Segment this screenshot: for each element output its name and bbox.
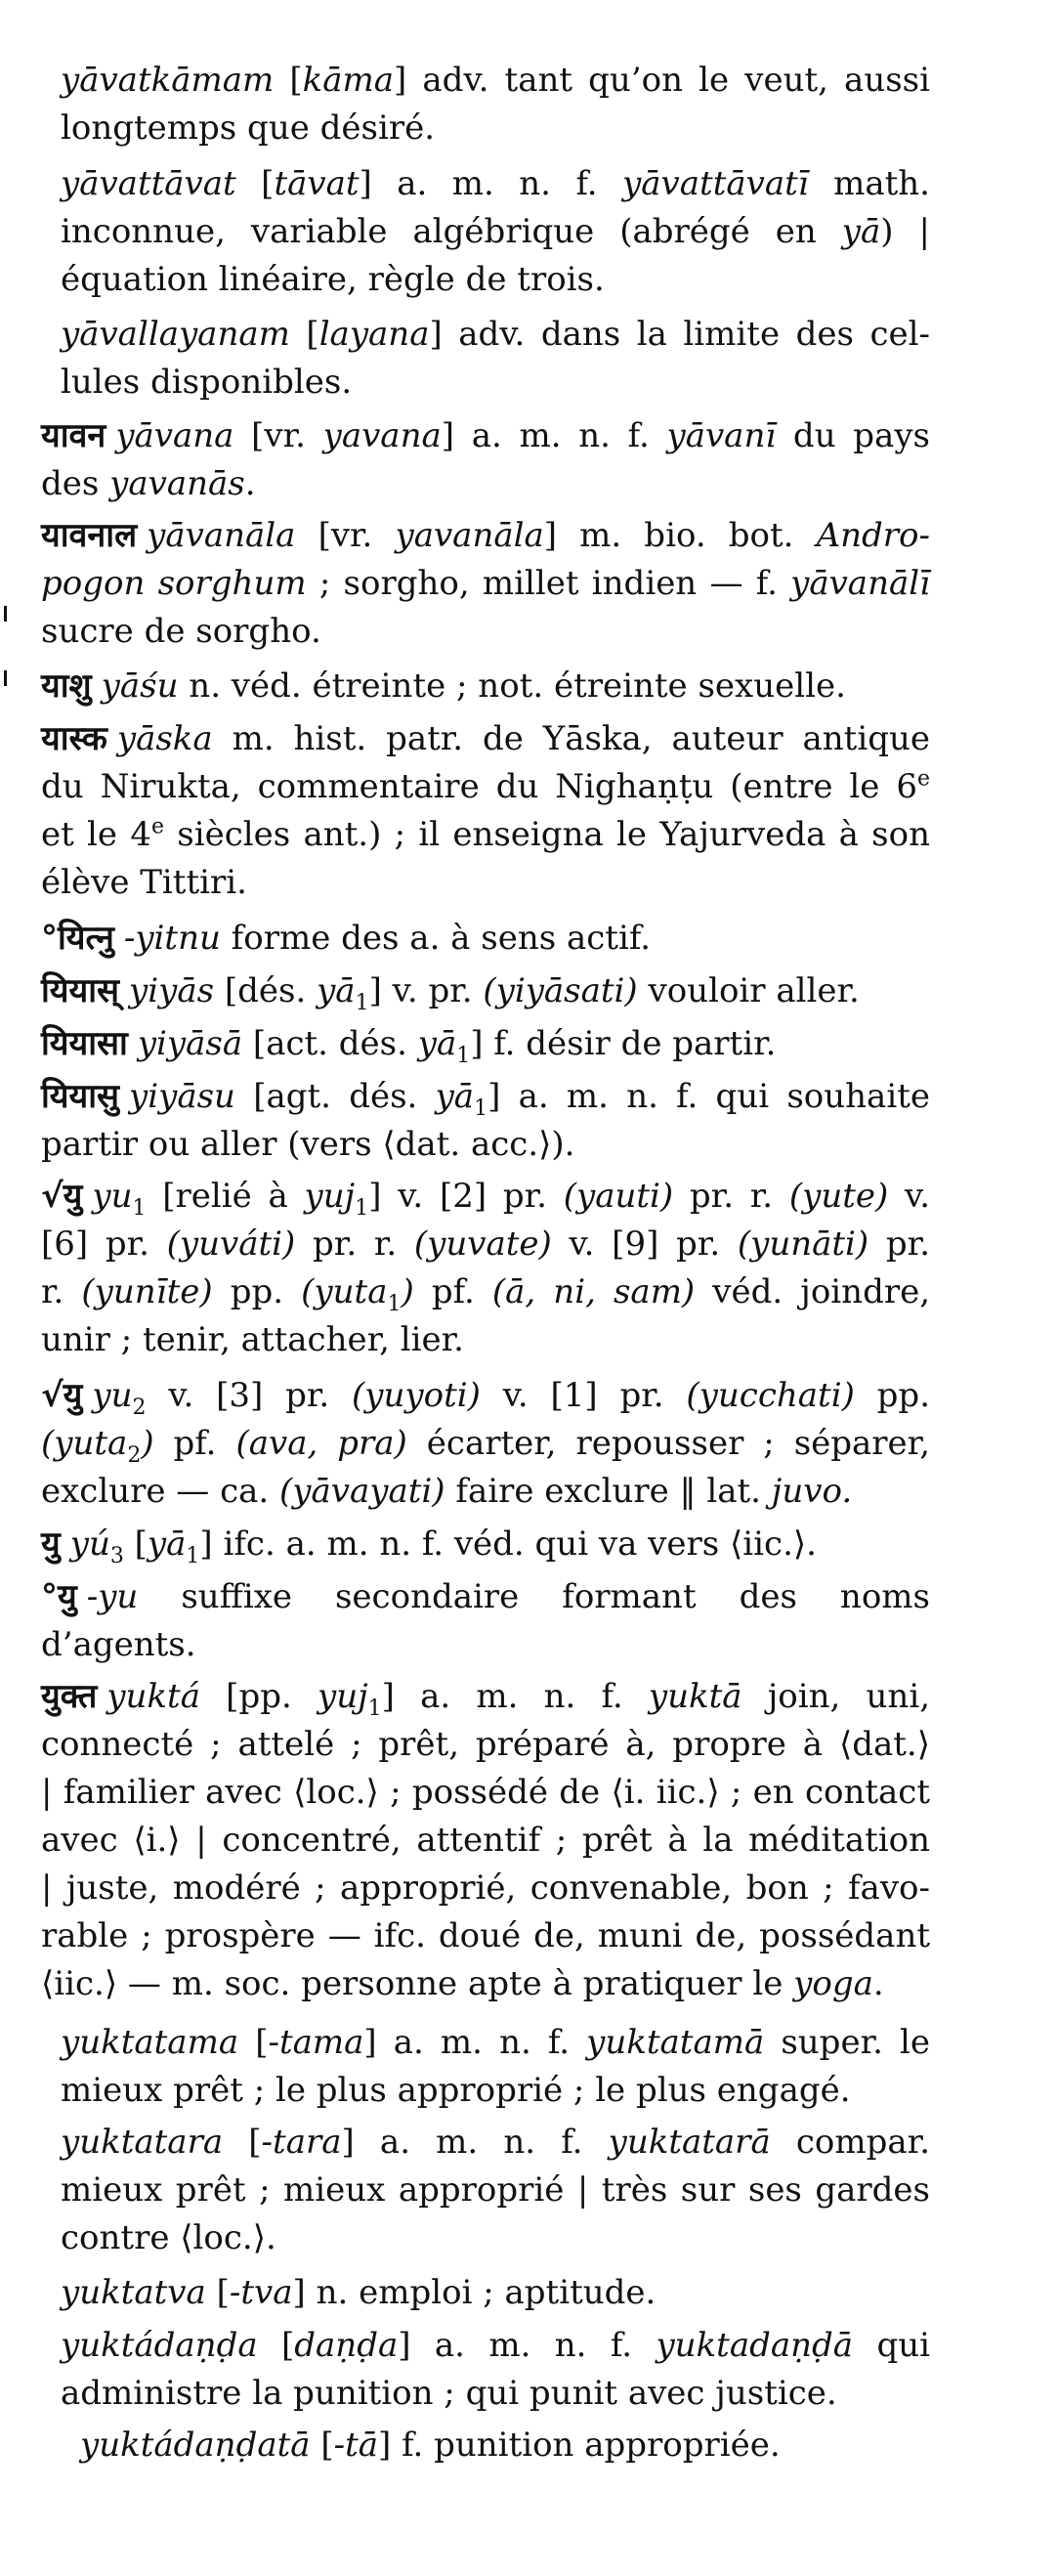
entry-line (41, 1316, 930, 1364)
text-run: ] m. bio. bot. (543, 516, 817, 555)
italic-text: yuktadaṇḍā (656, 2326, 854, 2365)
text-run: rable ; prospère — ifc. doué de, muni de, possédant (41, 1916, 930, 1955)
devanagari-headword: यावनाल (41, 516, 138, 555)
text-run: connecté ; attelé ; prêt, préparé à, propre à ⟨dat.⟩ (41, 1725, 930, 1764)
text-run: forme des a. à sens actif. (220, 919, 652, 958)
text-run: vouloir aller. (637, 971, 860, 1010)
text-run: inconnue, variable algébrique (abrégé en (61, 212, 842, 251)
text-run: avec ⟨i.⟩ | concentré, attentif ; prêt à la méditation (41, 1821, 930, 1860)
entry-line (41, 412, 930, 460)
entry-line (41, 208, 930, 256)
italic-text: (yunīte) (81, 1272, 213, 1311)
entry-yuktadanda (41, 2322, 930, 2418)
entry-line (41, 1020, 930, 1068)
superscript: e (916, 766, 930, 792)
text-run: . (244, 464, 256, 503)
text-run: pr. r. (295, 1224, 414, 1264)
subscript: 1 (474, 1095, 488, 1121)
italic-text: -tā (333, 2426, 379, 2465)
italic-text: -tva (229, 2273, 293, 2312)
text-run: pp. (854, 1376, 930, 1415)
italic-text: yā (317, 971, 356, 1010)
text-run: partir ou aller (vers ⟨dat. acc.⟩). (41, 1125, 575, 1164)
text-run: ] v. [2] pr. (368, 1177, 564, 1216)
devanagari-headword: याशु (41, 666, 92, 706)
subscript: 1 (456, 1043, 471, 1068)
entry-line (41, 608, 930, 656)
italic-text: yuktā (648, 1677, 742, 1716)
text-run: ] a. m. n. f. (363, 2023, 587, 2062)
italic-text: yuktádaṇḍatā (80, 2426, 311, 2465)
entry-yiyasu (41, 1073, 930, 1169)
italic-text: (yuváti) (166, 1224, 296, 1264)
devanagari-headword: °यु (41, 1577, 77, 1616)
entry-line (41, 160, 930, 208)
devanagari-headword: √यु (41, 1177, 83, 1216)
subscript: 1 (186, 1543, 200, 1568)
entry-line (41, 2119, 930, 2167)
italic-text: yu (92, 1177, 133, 1216)
devanagari-headword: यास्क (41, 719, 107, 758)
italic-text: (ava, pra) (235, 1424, 407, 1463)
text-run: [ (289, 315, 319, 354)
italic-text: yavanās (109, 464, 245, 503)
text-run: . (872, 1964, 884, 2003)
entry-line (41, 256, 930, 304)
entry-yasu (41, 663, 930, 710)
entry-line (41, 1268, 930, 1316)
italic-text: (yuvate) (413, 1224, 552, 1264)
text-run: m. hist. patr. de Yāska, auteur antique (212, 719, 930, 758)
italic-text: -tara (261, 2123, 342, 2162)
entry-line (41, 1420, 930, 1468)
entry-yu2 (41, 1372, 930, 1516)
text-run: join, uni, (741, 1677, 931, 1716)
entry-line (41, 2167, 930, 2214)
entry-line (41, 1121, 930, 1169)
text-run: mieux prêt ; le plus approprié ; le plus engagé. (61, 2071, 851, 2110)
subscript: 3 (109, 1543, 124, 1568)
italic-text: Andro- (816, 516, 930, 555)
text-run: ] adv. dans la limite des cel- (429, 315, 930, 354)
text-run: ] a. m. n. f. (441, 416, 667, 455)
entry-line (41, 2322, 930, 2370)
text-run: administre la punition ; qui punit avec justice. (61, 2374, 837, 2413)
text-run: ] n. emploi ; aptitude. (292, 2273, 657, 2312)
italic-text: ) (141, 1424, 154, 1463)
text-run: ] f. punition appropriée. (378, 2426, 781, 2465)
entry-yu-suffix (41, 1573, 930, 1669)
entry-line (41, 57, 930, 105)
italic-text: yā (417, 1024, 457, 1063)
italic-text: yiyāsā (137, 1024, 243, 1063)
italic-text: (yuyoti) (352, 1376, 481, 1415)
subscript: 2 (127, 1442, 142, 1468)
text-run: [ (205, 2273, 230, 2312)
text-run: pp. (212, 1272, 302, 1311)
italic-text: yuktatara (61, 2123, 224, 2162)
italic-text: yāvallayanam (61, 315, 290, 354)
entry-yu1 (41, 1173, 930, 1364)
entry-line (41, 2019, 930, 2067)
italic-text: yavanāla (395, 516, 544, 555)
text-run: r. (41, 1272, 82, 1311)
devanagari-headword: यियास् (41, 971, 120, 1010)
entry-line (41, 1073, 930, 1121)
entry-line (41, 359, 930, 407)
text-run: pr. r. (673, 1177, 789, 1216)
italic-text: yāvattāvat (61, 164, 236, 203)
entry-line (41, 1173, 930, 1221)
entry-line (41, 460, 930, 508)
text-run: [dés. (214, 971, 318, 1010)
entry-line (41, 763, 930, 811)
italic-text: (ā, ni, sam) (491, 1272, 696, 1311)
italic-text: -yitnu (123, 919, 221, 958)
italic-text: yuj (317, 1677, 368, 1716)
italic-text: juvo. (771, 1472, 853, 1511)
devanagari-headword: युक्त (41, 1677, 98, 1716)
italic-text: yāvana (115, 416, 234, 455)
text-run: [ (310, 2426, 334, 2465)
text-run: équation linéaire, règle de trois. (61, 260, 605, 299)
entry-line (41, 1912, 930, 1960)
entry-line (41, 512, 930, 560)
entry-line (41, 1817, 930, 1865)
italic-text: yiyāsu (129, 1077, 235, 1116)
text-run: ] ifc. a. m. n. f. véd. qui va vers ⟨iic.⟩. (199, 1524, 817, 1564)
entry-yiyas (41, 967, 930, 1015)
entry-line (41, 859, 930, 907)
text-run: v. [3] pr. (146, 1376, 353, 1415)
text-run: compar. (770, 2123, 930, 2162)
text-run: sucre de sorgho. (41, 612, 321, 651)
text-run: [ (123, 1524, 148, 1564)
italic-text: yu (92, 1376, 133, 1415)
text-run: [act. dés. (242, 1024, 418, 1063)
italic-text: yuktatva (61, 2273, 206, 2312)
text-run: super. le (764, 2023, 930, 2062)
italic-text: yú (69, 1524, 110, 1564)
entry-line (41, 1769, 930, 1817)
text-run: ] v. pr. (368, 971, 484, 1010)
text-run: ] adv. tant qu’on le veut, aussi (394, 61, 930, 100)
text-run: n. véd. étreinte ; not. étreinte sexuelle. (178, 666, 846, 706)
text-run: mieux prêt ; mieux approprié | très sur ses gardes (61, 2170, 930, 2210)
entry-yavatkamam (41, 57, 930, 152)
text-run: [vr. (295, 516, 396, 555)
text-run: [ (257, 2326, 295, 2365)
italic-text: ) (401, 1272, 414, 1311)
entry-line (41, 1521, 930, 1568)
entry-line (41, 1573, 930, 1621)
text-run: [ (235, 164, 275, 203)
entry-line (41, 915, 930, 963)
devanagari-headword: √यु (41, 1376, 83, 1415)
entry-line (41, 1468, 930, 1516)
italic-text: -tama (268, 2023, 364, 2062)
italic-text: (yute) (788, 1177, 889, 1216)
text-run: d’agents. (41, 1625, 196, 1664)
italic-text: kāma (302, 61, 395, 100)
text-run: [6] pr. (41, 1224, 167, 1264)
devanagari-headword: यु (41, 1524, 61, 1564)
entry-line (41, 2422, 930, 2469)
text-run: suffixe secondaire formant des noms (138, 1577, 930, 1616)
text-run: v. (888, 1177, 930, 1216)
entry-yu3 (41, 1521, 930, 1568)
text-run: ] a. m. n. f. qui souhaite (487, 1077, 930, 1116)
entry-line (41, 1960, 930, 2008)
text-run: [pp. (199, 1677, 318, 1716)
entry-yavana (41, 412, 930, 508)
entry-line (41, 311, 930, 359)
text-run: pr. (868, 1224, 931, 1264)
text-run: ; sorgho, millet indien — f. (306, 564, 791, 603)
entry-line (41, 1673, 930, 1721)
subscript: 1 (367, 1696, 382, 1721)
italic-text: (yāvayati) (279, 1472, 445, 1511)
italic-text: yiyās (129, 971, 215, 1010)
text-run: unir ; tenir, attacher, lier. (41, 1320, 464, 1359)
italic-text: (yiyāsati) (483, 971, 638, 1010)
text-run: math. (808, 164, 930, 203)
devanagari-headword: °यित्नु (41, 919, 114, 958)
italic-text: yāvanālī (790, 564, 930, 603)
subscript: 1 (387, 1291, 402, 1316)
text-run: [ (274, 61, 303, 100)
margin-mark (4, 606, 7, 622)
italic-text: (yuta (41, 1424, 128, 1463)
margin-mark (4, 670, 7, 686)
italic-text: yuktatama (61, 2023, 239, 2062)
text-run: du pays (776, 416, 930, 455)
entry-yavallayanam (41, 311, 930, 407)
italic-text: yāvanī (666, 416, 777, 455)
italic-text: yavana (322, 416, 442, 455)
italic-text: yāska (116, 719, 213, 758)
entry-line (41, 967, 930, 1015)
italic-text: daṇḍa (294, 2326, 399, 2365)
devanagari-headword: यावन (41, 416, 106, 455)
text-run: écarter, repousser ; séparer, (406, 1424, 931, 1463)
entry-yuktatama (41, 2019, 930, 2115)
text-run: et le 4 (41, 815, 151, 854)
italic-text: yuktádaṇḍa (61, 2326, 258, 2365)
text-run: véd. joindre, (695, 1272, 931, 1311)
entry-line (41, 663, 930, 710)
superscript: e (150, 814, 164, 839)
italic-text: yā (841, 212, 881, 251)
text-run: [ (238, 2023, 269, 2062)
italic-text: yāśu (101, 666, 179, 706)
text-run: du Nirukta, commentaire du Nighaṇṭu (entre le 6 (41, 767, 917, 806)
devanagari-headword: यियासा (41, 1024, 128, 1063)
italic-text: yuktá (106, 1677, 200, 1716)
entry-yuktatva (41, 2269, 930, 2317)
text-run: ] a. m. n. f. (381, 1677, 649, 1716)
text-run: qui (853, 2326, 930, 2365)
italic-text: yā (435, 1077, 475, 1116)
text-run: ) | (880, 212, 930, 251)
entry-line (41, 1865, 930, 1912)
entry-yuktatara (41, 2119, 930, 2262)
entry-line (41, 811, 930, 859)
italic-text: yoga (793, 1964, 873, 2003)
text-run: v. [1] pr. (480, 1376, 687, 1415)
entry-yukta (41, 1673, 930, 2008)
entry-yaska (41, 715, 930, 907)
text-run: pf. (413, 1272, 492, 1311)
entry-line (41, 1372, 930, 1420)
italic-text: yāvatkāmam (61, 61, 275, 100)
entry-line (41, 560, 930, 608)
subscript: 1 (132, 1195, 147, 1221)
text-run: faire exclure ‖ lat. (445, 1472, 772, 1511)
italic-text: pogon sorghum (41, 564, 307, 603)
italic-text: (yauti) (563, 1177, 674, 1216)
italic-text: -yu (86, 1577, 139, 1616)
text-run: des (41, 464, 110, 503)
text-run: [ (223, 2123, 262, 2162)
entry-yavattavat (41, 160, 930, 304)
text-run: ] a. m. n. f. (398, 2326, 657, 2365)
text-run: ] f. désir de partir. (470, 1024, 777, 1063)
text-run: ] a. m. n. f. (359, 164, 623, 203)
entry-line (41, 1721, 930, 1769)
italic-text: yāvanāla (147, 516, 296, 555)
entry-yuktadandata (41, 2422, 930, 2469)
devanagari-headword: यियासु (41, 1077, 120, 1116)
italic-text: (yucchati) (686, 1376, 855, 1415)
text-run: [vr. (233, 416, 323, 455)
italic-text: yāvattāvatī (622, 164, 809, 203)
italic-text: yuktatarā (608, 2123, 771, 2162)
italic-text: tāvat (274, 164, 360, 203)
italic-text: (yunāti) (737, 1224, 869, 1264)
text-run: siècles ant.) ; il enseigna le Yajurveda à son (163, 815, 931, 854)
subscript: 2 (132, 1395, 147, 1420)
entry-line (41, 2067, 930, 2115)
text-run: pf. (153, 1424, 236, 1463)
italic-text: yuktatamā (586, 2023, 765, 2062)
entry-line (41, 1621, 930, 1669)
italic-text: layana (318, 315, 430, 354)
text-run: | familier avec ⟨loc.⟩ ; possédé de ⟨i. iic.⟩ ; en contact (41, 1773, 930, 1812)
italic-text: yuj (304, 1177, 356, 1216)
text-run: exclure — ca. (41, 1472, 280, 1511)
entry-line (41, 2214, 930, 2262)
text-run: | juste, modéré ; approprié, convenable, bon ; favo- (41, 1868, 930, 1908)
entry-yavanala (41, 512, 930, 656)
subscript: 1 (355, 990, 369, 1015)
entry-yitnu (41, 915, 930, 963)
entry-line (41, 2370, 930, 2418)
entry-line (41, 105, 930, 152)
text-run: longtemps que désiré. (61, 108, 436, 148)
entry-line (41, 1221, 930, 1268)
text-run: ⟨iic.⟩ — m. soc. personne apte à pratiquer le (41, 1964, 794, 2003)
entry-line (41, 2269, 930, 2317)
italic-text: (yuta (301, 1272, 388, 1311)
text-run: ] a. m. n. f. (341, 2123, 609, 2162)
italic-text: yā (147, 1524, 187, 1564)
text-run: [relié à (146, 1177, 305, 1216)
text-run: [agt. dés. (234, 1077, 436, 1116)
text-run: v. [9] pr. (551, 1224, 738, 1264)
entry-yiyasa (41, 1020, 930, 1068)
text-run: contre ⟨loc.⟩. (61, 2218, 276, 2257)
entry-line (41, 715, 930, 763)
text-run: élève Tittiri. (41, 863, 247, 902)
text-run: lules disponibles. (61, 363, 353, 402)
subscript: 1 (355, 1195, 369, 1221)
